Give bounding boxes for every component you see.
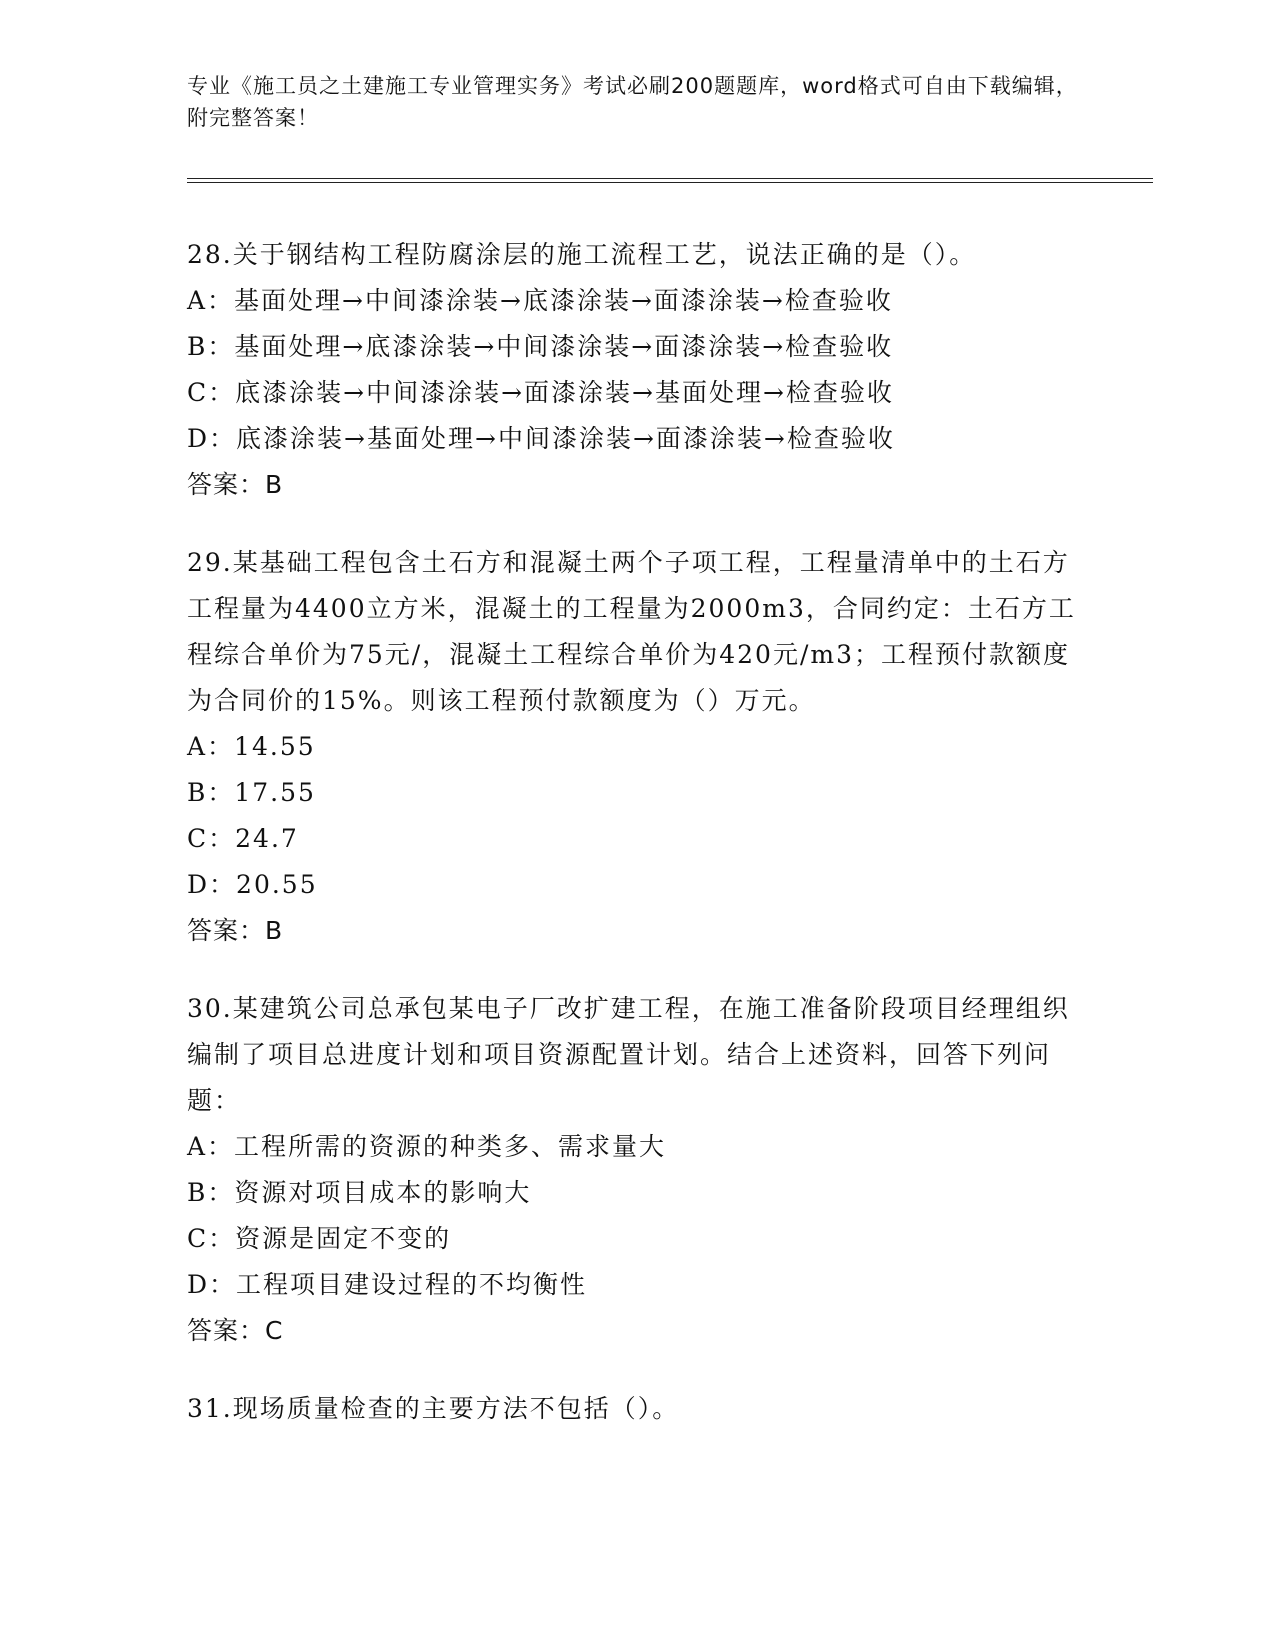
option-a: A：工程所需的资源的种类多、需求量大 [187, 1132, 667, 1161]
question-30 [187, 986, 1087, 1354]
option-c: C：底漆涂装→中间漆涂装→面漆涂装→基面处理→检查验收 [187, 378, 894, 407]
document-page [187, 70, 1087, 134]
answer-label: 答案：B [187, 470, 284, 499]
option-c: C：24.7 [187, 824, 299, 853]
question-stem: 29.某基础工程包含土石方和混凝土两个子项工程，工程量清单中的土石方工程量为4400立方米，混凝土的工程量为2000m3，合同约定：土石方工程综合单价为75元/，混凝土工程综合单价为420元/m3；工程预付款额度为合同价的15%。则该工程预付款额度为（）万元。 [187, 548, 1076, 715]
question-29 [187, 540, 1087, 954]
option-a: A：14.55 [187, 732, 316, 761]
answer-label: 答案：C [187, 1316, 284, 1345]
option-b: B：基面处理→底漆涂装→中间漆涂装→面漆涂装→检查验收 [187, 332, 894, 361]
option-c: C：资源是固定不变的 [187, 1224, 452, 1253]
option-b: B：17.55 [187, 778, 316, 807]
document-header-title: 专业《施工员之土建施工专业管理实务》考试必刷200题题库，word格式可自由下载编辑，附完整答案！ [187, 74, 1078, 130]
question-28 [187, 232, 1087, 508]
option-b: B：资源对项目成本的影响大 [187, 1178, 532, 1207]
question-stem: 31.现场质量检查的主要方法不包括（）。 [187, 1394, 680, 1423]
option-d: D：工程项目建设过程的不均衡性 [187, 1270, 588, 1299]
option-d: D：底漆涂装→基面处理→中间漆涂装→面漆涂装→检查验收 [187, 424, 895, 453]
question-list [187, 232, 1087, 1464]
answer-label: 答案：B [187, 916, 284, 945]
option-d: D：20.55 [187, 870, 318, 899]
question-stem: 30.某建筑公司总承包某电子厂改扩建工程，在施工准备阶段项目经理组织编制了项目总进度计划和项目资源配置计划。结合上述资料，回答下列问题： [187, 994, 1070, 1115]
option-a: A：基面处理→中间漆涂装→底漆涂装→面漆涂装→检查验收 [187, 286, 893, 315]
question-stem: 28.关于钢结构工程防腐涂层的施工流程工艺，说法正确的是（）。 [187, 240, 977, 269]
question-31 [187, 1386, 1087, 1432]
header-double-rule [187, 178, 1153, 183]
